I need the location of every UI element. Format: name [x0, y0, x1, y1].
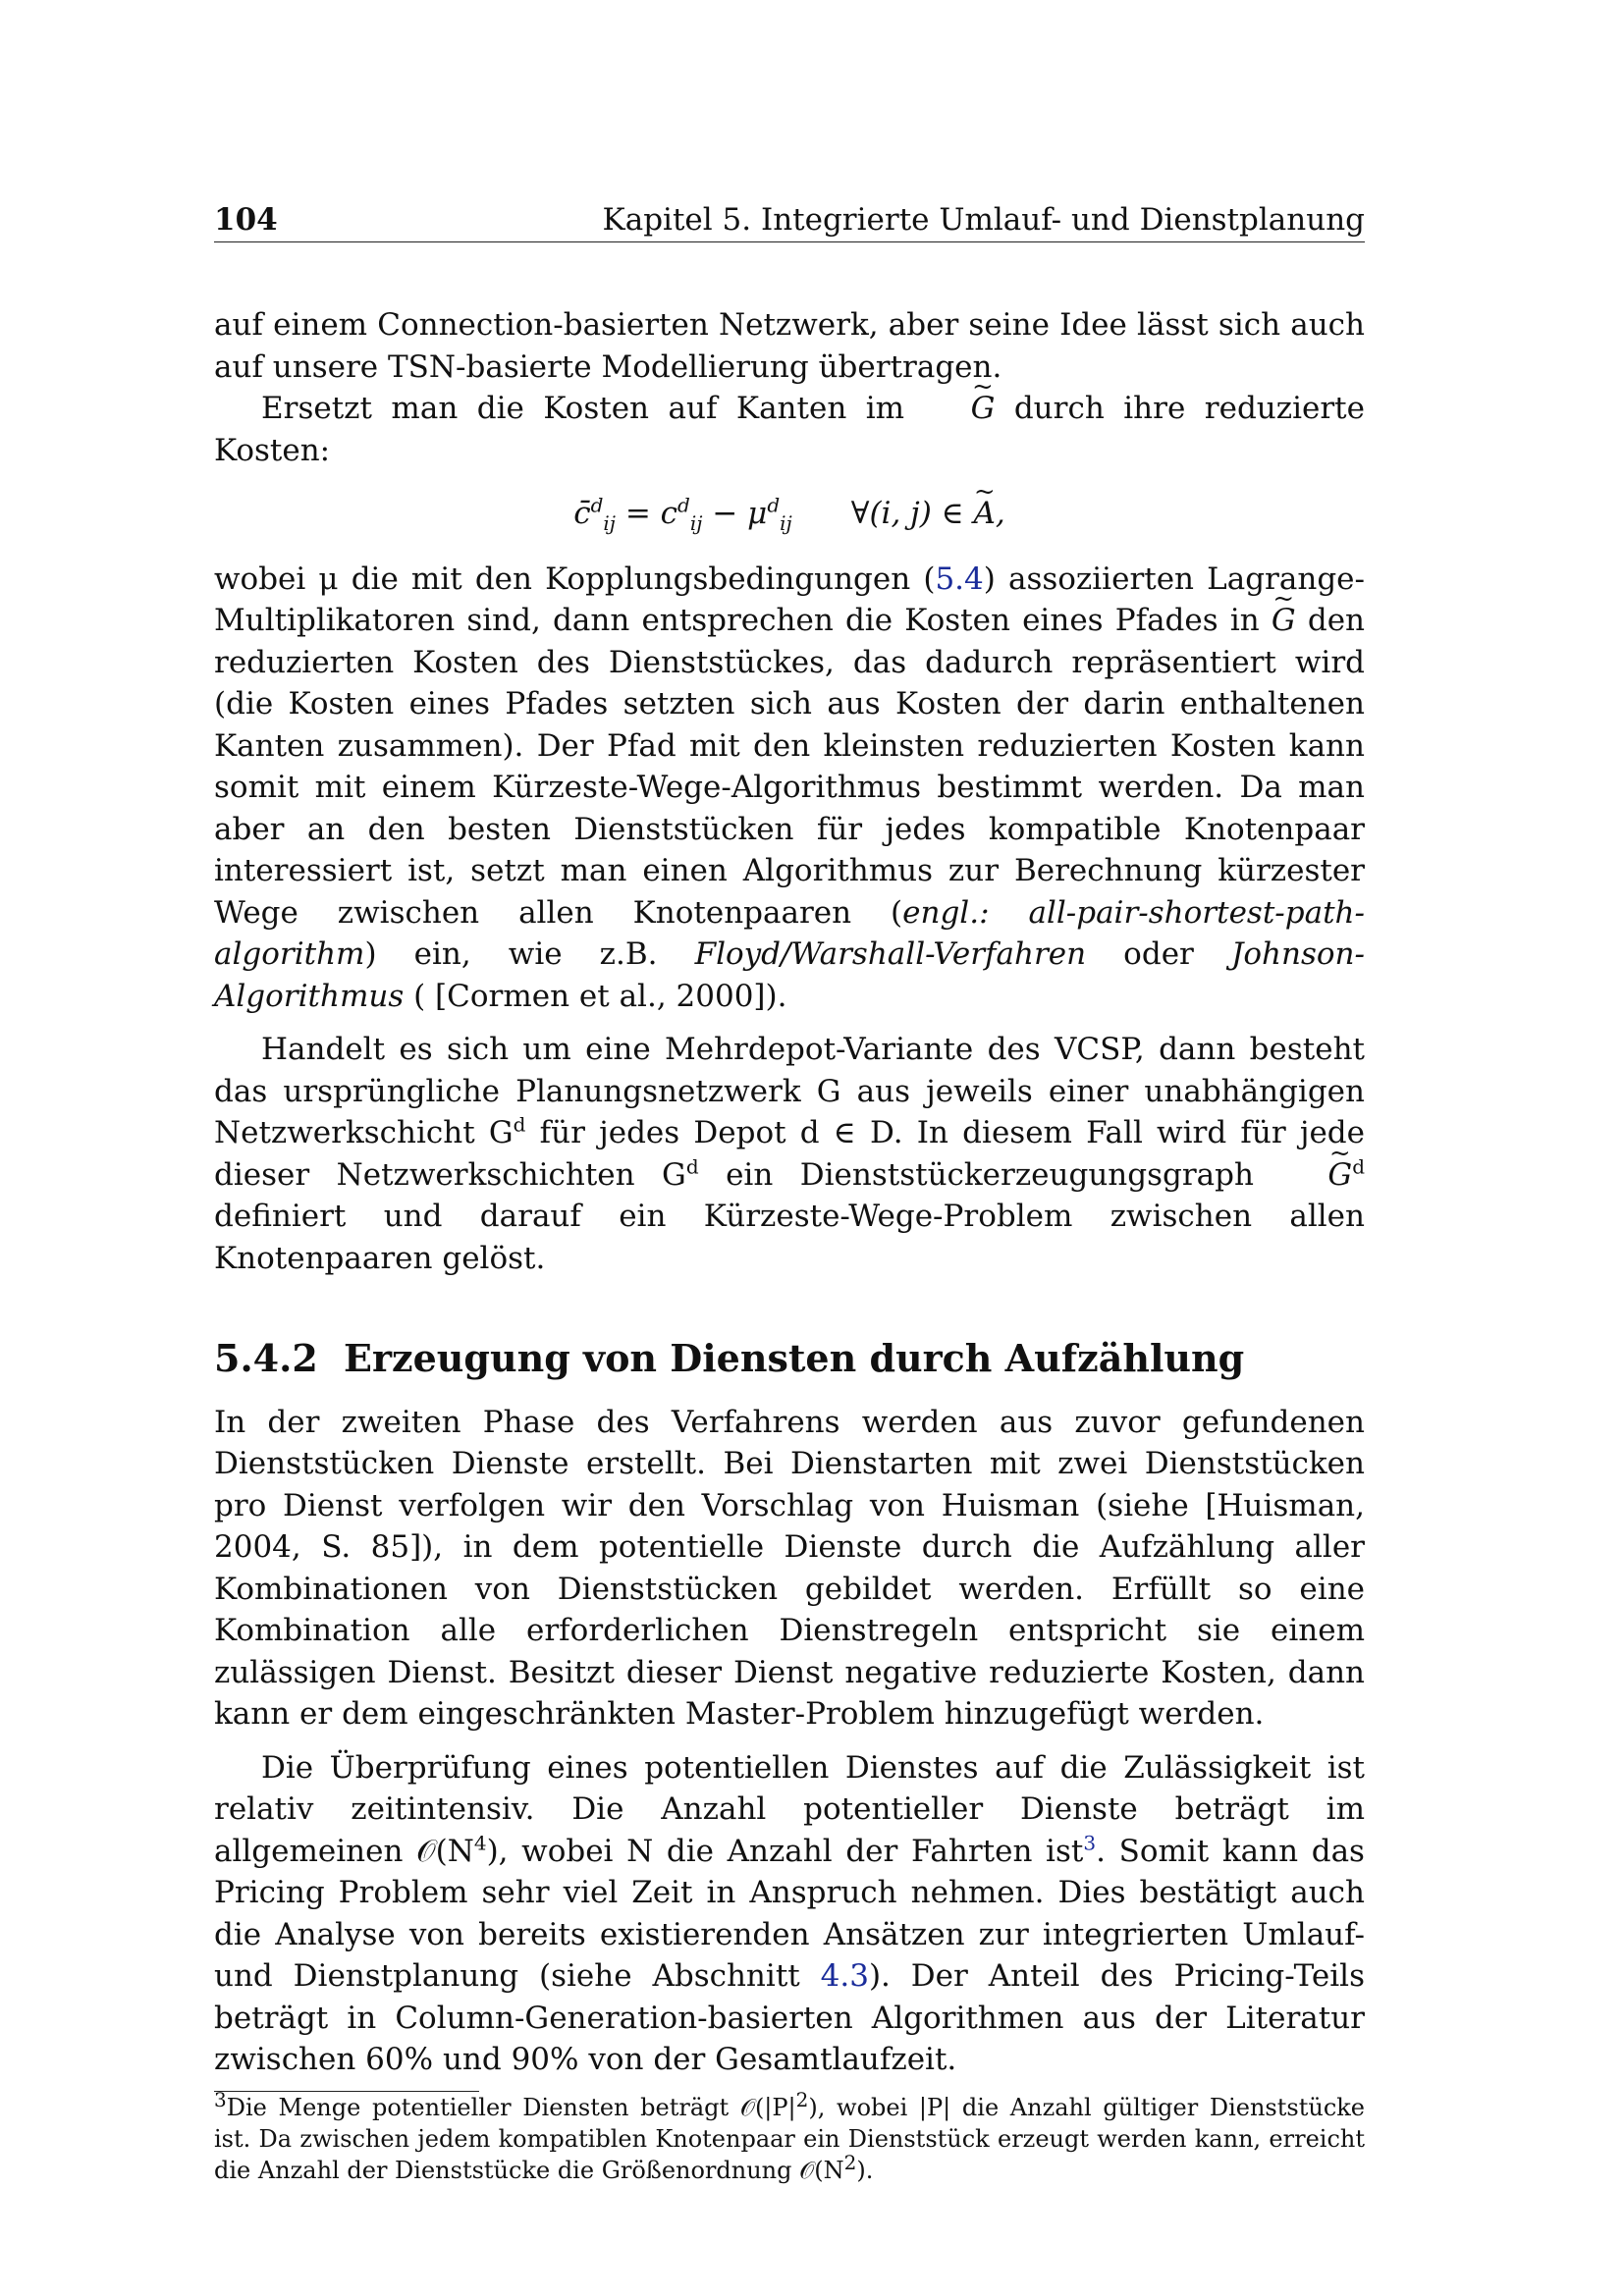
page-number: 104	[214, 202, 278, 238]
running-header	[214, 196, 1365, 242]
chapter-title: Kapitel 5. Integrierte Umlauf- und Dienstplanung	[602, 202, 1365, 238]
main-text	[214, 304, 1365, 2186]
footnote-ref-3[interactable]: 3	[1083, 1831, 1097, 1855]
section-title: Erzeugung von Diensten durch Aufzählung	[344, 1336, 1245, 1380]
footnote-3: $^3$Die Menge potentieller Diensten beträgt $𝒪(|P|^2)$, wobei |P| die Anzahl gültiger Dienststücke ist. Da zwischen jedem kompatiblen Knotenpaar ein Dienststück erzeugt werden kann, erreicht die Anzahl der Dienststücke die Größenordnung $𝒪(N^2)$.	[214, 2087, 1365, 2184]
paragraph-5: In der zweiten Phase des Verfahrens werden aus zuvor gefundenen Dienststücken Dienste erstellt. Bei Dienstarten mit zwei Dienststücken pro Dienst verfolgen wir den Vorschlag von Huisman (siehe [Huisman, 2004, S. 85]), in dem potentielle Dienste durch die Aufzählung aller Kombinationen von Dienststücken gebildet werden. Erfüllt so eine Kombination alle erforderlichen Dienstregeln entspricht sie einem zulässigen Dienst. Besitzt dieser Dienst negative reduzierte Kosten, dann kann er dem eingeschränkten Master-Problem hinzugefügt werden.	[214, 1404, 1365, 1732]
paragraph-6: Die Überprüfung eines potentiellen Dienstes auf die Zulässigkeit ist relativ zeitintensiv. Die Anzahl potentieller Dienste beträgt im allgemeinen $𝒪(N^4)$, wobei N die Anzahl der Fahrten ist$^3$. Somit kann das Pricing Problem sehr viel Zeit in Anspruch nehmen. Dies bestätigt auch die Analyse von bereits existierenden Ansätzen zur integrierten Umlauf- und Dienstplanung (siehe Abschnitt 4.3). Der Anteil des Pricing-Teils beträgt in Column-Generation-basierten Algorithmen aus der Literatur zwischen 60% und 90% von der Gesamtlaufzeit.	[214, 1749, 1365, 2077]
paragraph-1: auf einem Connection-basierten Netzwerk, aber seine Idee lässt sich auch auf unsere TSN-basierte Modellierung übertragen.	[214, 307, 1365, 385]
ref-4-3[interactable]: 4.3	[820, 1958, 869, 1994]
graph-symbol: ~ G	[924, 388, 996, 430]
section-number: 5.4.2	[214, 1336, 318, 1380]
paragraph-4: Handelt es sich um eine Mehrdepot-Variante des VCSP, dann besteht das ursprüngliche Planungsnetzwerk G aus jeweils einer unabhängigen Netzwerkschicht $G^d$ für jedes Depot d ∈ D. In diesem Fall wird für jede dieser Netzwerkschichten $G^d$ ein Dienststückerzeugungsgraph ~ $G^d$ definiert und darauf ein Kürzeste-Wege-Problem zwischen allen Knotenpaaren gelöst.	[214, 1029, 1365, 1279]
equation-reduced-costs: c̄$^d_{ij}$ = $c^d_{ij} - \mu^d_{ij}$ ∀(i, j) ∈ ~ A,	[214, 493, 1365, 535]
section-heading	[214, 1338, 1365, 1380]
ref-5-4[interactable]: 5.4	[935, 561, 984, 597]
paragraph-3: wobei μ die mit den Kopplungsbedingungen (5.4) assoziierten Lagrange-Multiplikatoren sind, dann entsprechen die Kosten eines Pfades in ~ G den reduzierten Kosten des Dienststückes, das dadurch repräsentiert wird (die Kosten eines Pfades setzten sich aus Kosten der darin enthaltenen Kanten zusammen). Der Pfad mit den kleinsten reduzierten Kosten kann somit mit einem Kürzeste-Wege-Algorithmus bestimmt werden. Da man aber an den besten Dienststücken für jedes kompatible Knotenpaar interessiert ist, setzt man einen Algorithmus zur Berechnung kürzester Wege zwischen allen Knotenpaaren (engl.: all-pair-shortest-path-algorithm) ein, wie z.B. Floyd/Warshall-Verfahren oder Johnson-Algorithmus ( [Cormen et al., 2000]).	[214, 559, 1365, 1018]
paragraph-2: Ersetzt man die Kosten auf Kanten im ~ G durch ihre reduzierte Kosten:	[214, 388, 1365, 471]
